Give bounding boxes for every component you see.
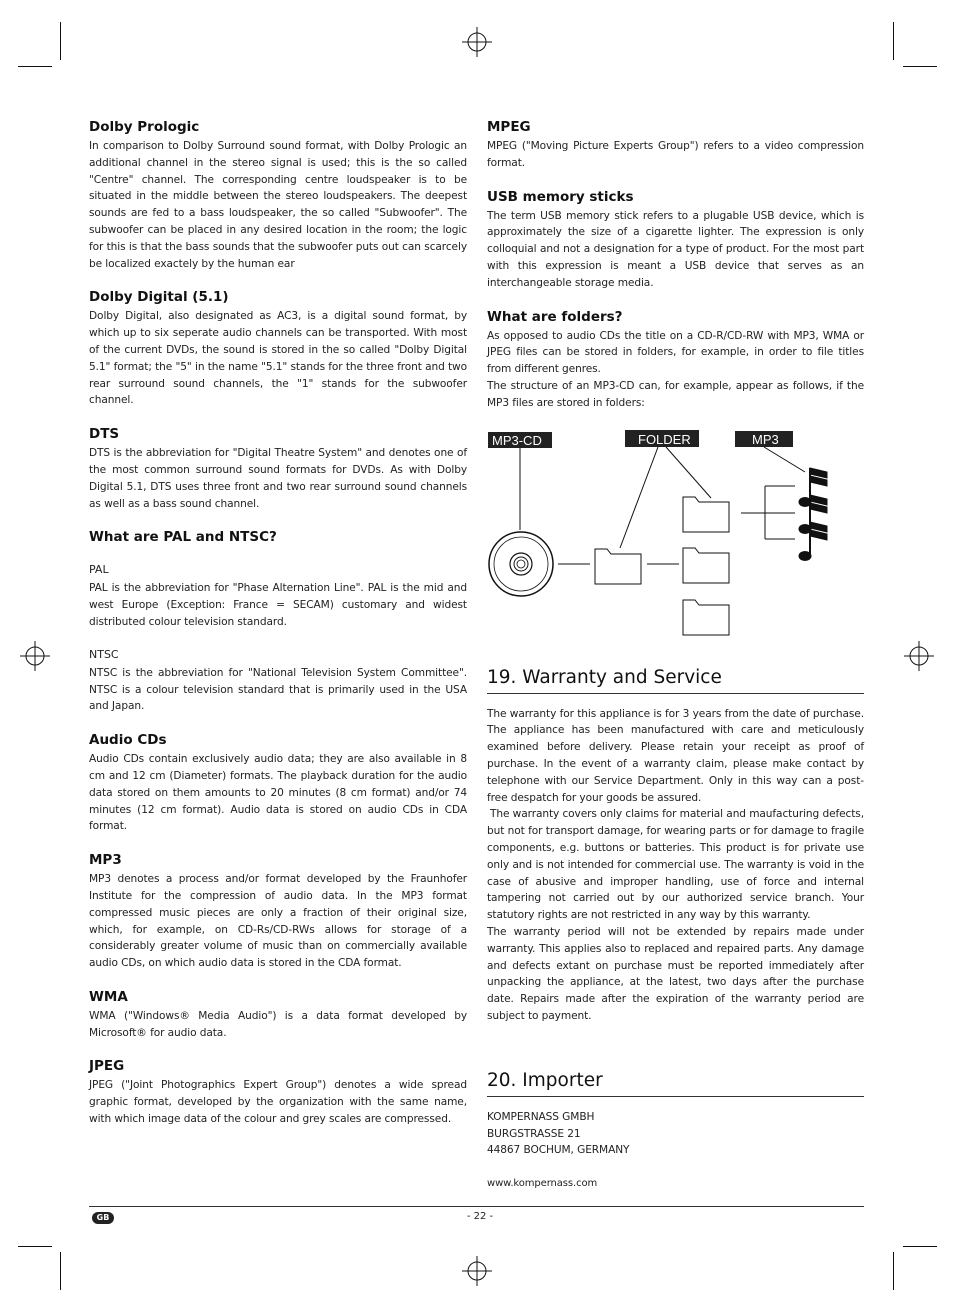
registration-mark xyxy=(20,641,50,671)
section-heading: Dolby Prologic xyxy=(89,119,200,135)
ntsc-label: NTSC xyxy=(89,647,119,661)
section-text: The warranty covers only claims for material and maufacturing defects, but not for transport damage, for wearing parts or for damage to fragile components, e.g. buttons or batteries. This product is for private use only and is not intended for commercial use. The warranty is void in the case of abusive and improper handling, use of force and internal tampering not carried out by our authorized service branch. Your statutory rights are not restricted in any way by this warranty. xyxy=(487,808,864,922)
section-heading: MPEG xyxy=(487,119,531,135)
folder-pointer-line xyxy=(666,447,711,498)
left-column xyxy=(89,118,467,1144)
crop-mark xyxy=(60,1252,61,1290)
folder-icon xyxy=(683,497,729,532)
mp3-label: MP3 xyxy=(752,431,779,447)
section-text: MPEG ("Moving Picture Experts Group") refers to a video compression format. xyxy=(487,140,864,169)
page-number: - 22 - xyxy=(466,1211,494,1222)
section-heading: What are folders? xyxy=(487,308,623,325)
section-text: The structure of an MP3-CD can, for example, appear as follows, if the MP3 files are stored in folders: xyxy=(487,379,864,409)
section-audio-cds xyxy=(89,731,467,835)
section-folders xyxy=(487,308,864,412)
crop-mark xyxy=(903,1246,937,1247)
section-heading: 20. Importer xyxy=(487,1069,864,1097)
folder-label: FOLDER xyxy=(638,431,691,447)
mp3-pointer-line xyxy=(764,447,805,472)
crop-mark xyxy=(893,1252,894,1290)
folder-pointer-line xyxy=(620,447,658,548)
section-dts xyxy=(89,425,467,512)
section-dolby-prologic xyxy=(89,118,467,272)
folder-icon xyxy=(595,549,641,584)
ntsc-text: NTSC is the abbreviation for "National Television System Committee". NTSC is a colour television standard that is primarily used in the USA and Japan. xyxy=(89,666,467,713)
section-text: Dolby Digital, also designated as AC3, is a digital sound format, by which up to six seperate audio channels can be transported. With most of the current DVDs, the sound is stored in the so called "Dolby Digital 5.1" format; the "5" in the name "5.1" stands for the three front and two rear surround sound channels, the "1" stands for the subwoofer channel. xyxy=(89,310,467,407)
section-text: In comparison to Dolby Surround sound format, with Dolby Prologic an additional channel in the stereo signal is used; this is the so called "Centre" channel. The corresponding centre loudspeaker is to be situated in the middle between the stereo loudspeakers. The deepest sounds are fed to a bass loudspeaker, the so called "Subwoofer". The subwoofer can be placed in any desired location in the room; the logic for this is that the bass sounds that the subwoofer puts out can scarcely be localized exactely by the human ear xyxy=(89,140,467,270)
mp3-cd-label: MP3-CD xyxy=(492,432,542,448)
importer-website: www.kompernass.com xyxy=(487,1178,598,1190)
section-heading: WMA xyxy=(89,988,128,1005)
section-heading: Dolby Digital (5.1) xyxy=(89,289,229,306)
right-column xyxy=(487,118,864,1193)
folder-icon xyxy=(683,548,729,583)
crop-mark xyxy=(18,1246,52,1247)
section-warranty xyxy=(487,666,864,1025)
pal-text: PAL is the abbreviation for "Phase Alternation Line". PAL is the mid and west Europe (Exception: France = SECAM) customary and widest distributed colour television standard. xyxy=(89,582,467,628)
language-badge: GB xyxy=(92,1212,114,1224)
section-text: As opposed to audio CDs the title on a CD-R/CD-RW with MP3, WMA or JPEG files can be stored in folders, for example, in order to file titles from different genres. xyxy=(487,329,864,376)
section-mpeg xyxy=(487,118,864,172)
section-heading: MP3 xyxy=(89,852,122,869)
registration-mark xyxy=(462,27,492,57)
section-text: WMA ("Windows® Media Audio") is a data format developed by Microsoft® for audio data. xyxy=(89,1009,467,1039)
section-pal-ntsc xyxy=(89,528,467,715)
section-text: Audio CDs contain exclusively audio data; they are also available in 8 cm and 12 cm (Diameter) formats. The playback duration for the audio data stored on them amounts to 20 minutes (8 cm format) and/or 74 minutes (12 cm format). Audio data is stored on audio CDs in CDA format. xyxy=(89,753,467,833)
section-wma xyxy=(89,988,467,1042)
section-heading: JPEG xyxy=(89,1058,125,1075)
section-usb xyxy=(487,188,864,292)
section-text: The term USB memory stick refers to a plugable USB device, which is approximately the size of a cigarette lighter. The expression is only colloquial and not a designation for a type of product. For the most part with this expression is meant a USB device that serves as an interchangeable storage media. xyxy=(487,209,864,289)
section-heading: DTS xyxy=(89,426,120,443)
section-text: JPEG ("Joint Photographics Expert Group") denotes a wide spread graphic format, developed by the organization with the same name, with which image data of the colour and grey scales are compressed. xyxy=(89,1079,467,1126)
registration-mark xyxy=(904,641,934,671)
section-heading: Audio CDs xyxy=(89,732,167,749)
crop-mark xyxy=(893,22,894,60)
section-heading: 19. Warranty and Service xyxy=(487,666,864,694)
pal-label: PAL xyxy=(89,563,109,577)
folder-icon xyxy=(683,600,729,635)
section-importer xyxy=(487,1069,864,1193)
importer-line: BURGSTRASSE 21 xyxy=(487,1127,581,1140)
section-text: The warranty period will not be extended by repairs made under warranty. This applies also to replaced and repaired parts. Any damage and defects extant on purchase must be reported immediately after unpacking the appliance, at the latest, two days after the purchase date. Repairs made after the expiration of the warranty period are subject to payment. xyxy=(487,925,864,1022)
cd-icon xyxy=(489,532,553,596)
section-text: DTS is the abbreviation for "Digital Theatre System" and denotes one of the most common surround sound formats for DVDs. As with Dolby Digital 5.1, DTS uses three front and two rear surround sound channels as well as a bass sound channel. xyxy=(89,447,467,510)
registration-mark xyxy=(462,1256,492,1286)
crop-mark xyxy=(18,66,52,67)
section-jpeg xyxy=(89,1057,467,1127)
section-dolby-digital xyxy=(89,288,467,409)
footer-divider xyxy=(89,1206,864,1207)
crop-mark xyxy=(60,22,61,60)
crop-mark xyxy=(903,66,937,67)
section-heading: What are PAL and NTSC? xyxy=(89,529,277,546)
section-text: MP3 denotes a process and/or format developed by the Fraunhofer Institute for the compression of audio data. In the MP3 format compressed music pieces are only a fraction of their original size, which, for example, on CD-Rs/CD-RWs allows for storage of a considerably greater volume of music than on commercially available audio CDs, on which audio data is stored in the CDA format. xyxy=(89,873,467,970)
section-heading: USB memory sticks xyxy=(487,188,634,205)
importer-line: KOMPERNASS GMBH xyxy=(487,1110,595,1123)
section-mp3 xyxy=(89,851,467,972)
section-text: The warranty for this appliance is for 3 years from the date of purchase. The appliance has been manufactured with care and meticulously examined before delivery. Please retain your receipt as proof of purchase. In the event of a warranty claim, please make contact by telephone with our Service Department. Only in this way can a post-free despatch for your goods be assured. xyxy=(487,707,864,804)
importer-line: 44867 BOCHUM, GERMANY xyxy=(487,1144,630,1157)
mp3-cd-structure-diagram xyxy=(487,426,864,646)
